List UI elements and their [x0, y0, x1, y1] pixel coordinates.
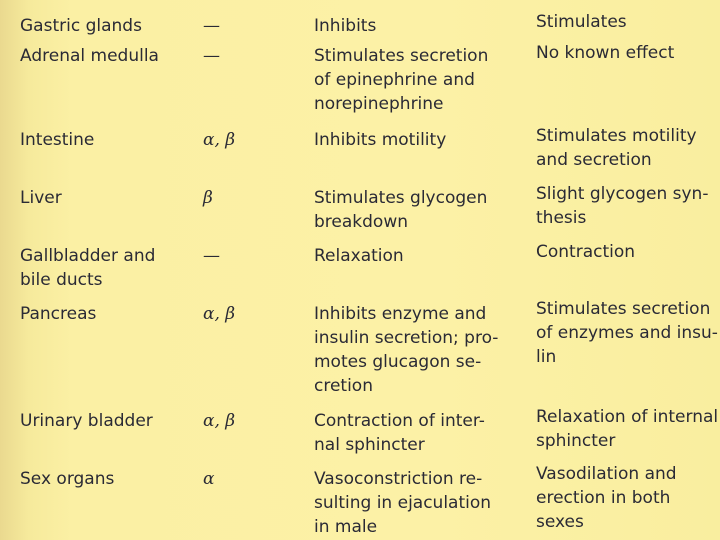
- sympathetic-effect-cell: Inhibits: [314, 16, 377, 36]
- receptor-cell: α: [203, 469, 215, 489]
- sympathetic-effect-cell: Stimulates secretion of epinephrine and norepinephrine: [314, 46, 489, 114]
- organ-cell: Gastric glands: [20, 16, 142, 36]
- organ-cell: Liver: [20, 188, 62, 208]
- sympathetic-effect-cell: Inhibits enzyme and insulin secretion; pro- motes glucagon se- cretion: [314, 304, 499, 396]
- sympathetic-effect-cell: Contraction of inter- nal sphincter: [314, 411, 485, 455]
- parasympathetic-effect-cell: No known effect: [536, 43, 675, 63]
- sympathetic-effect-cell: Relaxation: [314, 246, 404, 266]
- parasympathetic-effect-cell: Vasodilation and erection in both sexes: [536, 464, 677, 532]
- sympathetic-effect-cell: Inhibits motility: [314, 130, 447, 150]
- receptor-cell: α, β: [203, 130, 236, 150]
- parasympathetic-effect-cell: Stimulates motility and secretion: [536, 126, 697, 170]
- organ-cell: Intestine: [20, 130, 95, 150]
- receptor-cell: —: [203, 16, 220, 36]
- parasympathetic-effect-cell: Stimulates: [536, 12, 627, 32]
- receptor-cell: —: [203, 246, 220, 266]
- sympathetic-effect-cell: Vasoconstriction re- sulting in ejaculation in male: [314, 469, 492, 537]
- receptor-cell: α, β: [203, 304, 236, 324]
- organ-cell: Urinary bladder: [20, 411, 153, 431]
- parasympathetic-effect-cell: Relaxation of internal sphincter: [536, 407, 719, 451]
- organ-cell: Sex organs: [20, 469, 115, 489]
- receptor-cell: α, β: [203, 411, 236, 431]
- organ-cell: Adrenal medulla: [20, 46, 159, 66]
- organ-cell: Gallbladder and bile ducts: [20, 246, 156, 290]
- receptor-cell: —: [203, 46, 220, 66]
- parasympathetic-effect-cell: Contraction: [536, 242, 636, 262]
- organ-cell: Pancreas: [20, 304, 97, 324]
- parasympathetic-effect-cell: Slight glycogen syn- thesis: [536, 184, 709, 228]
- parasympathetic-effect-cell: Stimulates secretion of enzymes and insu- lin: [536, 299, 718, 367]
- sympathetic-effect-cell: Stimulates glycogen breakdown: [314, 188, 488, 232]
- receptor-cell: β: [203, 188, 213, 208]
